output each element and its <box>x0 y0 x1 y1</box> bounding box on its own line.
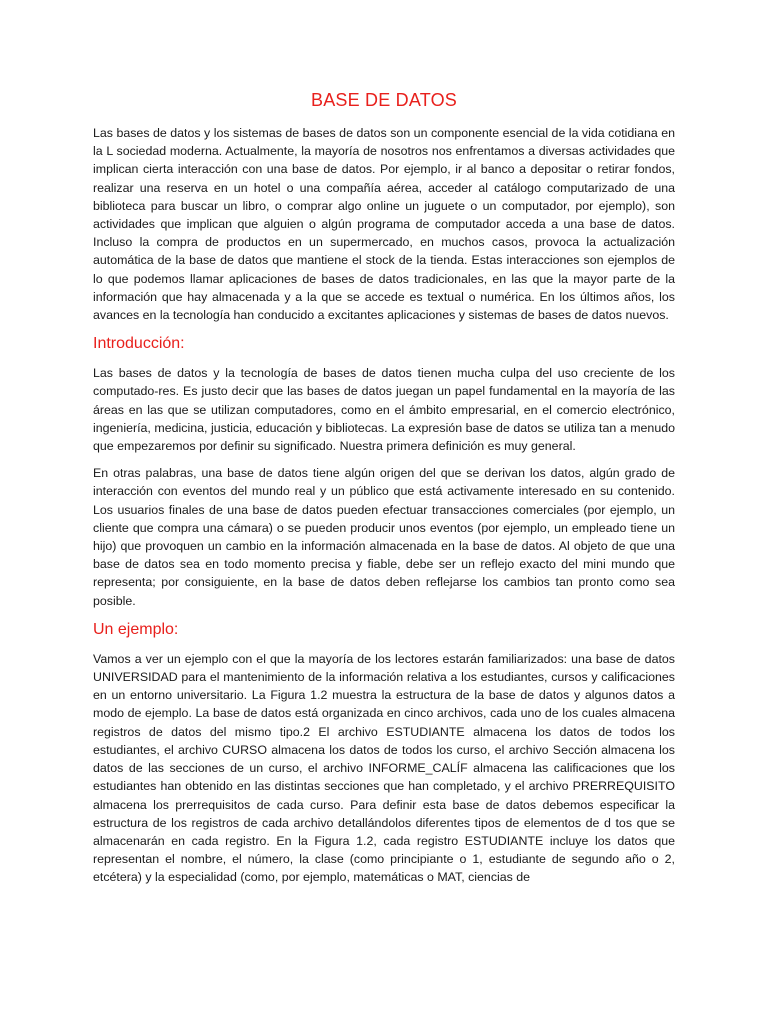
document-title: BASE DE DATOS <box>311 90 457 110</box>
section-heading-un-ejemplo: Un ejemplo: <box>93 620 179 638</box>
intro-paragraph: Las bases de datos y los sistemas de bases de datos son un componente esencial de la vida cotidiana en la L sociedad moderna. Actualmente, la mayoría de nosotros nos enfrentamos a diversas actividades que implican cierta interacción con una base de datos. Por ejemplo, ir al banco a depositar o retirar fondos, realizar una reserva en un hotel o una compañía aérea, acceder al catálogo computarizado de una biblioteca para buscar un libro, o comprar algo online un juguete o un computador, por ejemplo), son actividades que implican que alguien o algún programa de computador acceda a una base de datos. Incluso la compra de productos en un supermercado, en muchos casos, provoca la actualización automática de la base de datos que mantiene el stock de la tienda. Estas interacciones son ejemplos de lo que podemos llamar aplicaciones de bases de datos tradicionales, en las que la mayor parte de la información que hay almacenada y a la que se accede es textual o numérica. En los últimos años, los avances en la tecnología han conducido a excitantes aplicaciones y sistemas de bases de datos nuevos. <box>93 126 675 323</box>
section-heading-introduccion: Introducción: <box>93 335 185 353</box>
introduccion-paragraph-1: Las bases de datos y la tecnología de bases de datos tienen mucha culpa del uso creciente de los computado-res. Es justo decir que las bases de datos juegan un papel fundamental en la mayoría de las áreas en las que se utilizan computadores, como en el ámbito empresarial, en el comercio electrónico, ingeniería, medicina, justicia, educación y bibliotecas. La expresión base de datos se utiliza tan a menudo que empezaremos por definir su significado. Nuestra primera definición es muy general. <box>93 366 675 454</box>
introduccion-paragraph-2: En otras palabras, una base de datos tiene algún origen del que se derivan los datos, algún grado de interacción con eventos del mundo real y un público que está activamente interesado en su contenido. Los usuarios finales de una base de datos pueden efectuar transacciones comerciales (por ejemplo, un cliente que compra una cámara) o se pueden producir unos eventos (por ejemplo, un empleado tiene un hijo) que provoquen un cambio en la información almacenada en la base de datos. Al objeto de que una base de datos sea en todo momento precisa y fiable, debe ser un reflejo exacto del mini mundo que representa; por consiguiente, en la base de datos deben reflejarse los cambios tan pronto como sea posible. <box>93 466 675 608</box>
un-ejemplo-paragraph-1: Vamos a ver un ejemplo con el que la mayoría de los lectores estarán familiarizados: una base de datos UNIVERSIDAD para el mantenimiento de la información relativa a los estudiantes, cursos y calificaciones en un entorno universitario. La Figura 1.2 muestra la estructura de la base de datos y algunos datos a modo de ejemplo. La base de datos está organizada en cinco archivos, cada uno de los cuales almacena registros de datos del mismo tipo.2 El archivo ESTUDIANTE almacena los datos de todos los estudiantes, el archivo CURSO almacena los datos de todos los curso, el archivo Sección almacena los datos de las secciones de un curso, el archivo INFORME_CALÍF almacena las calificaciones que los estudiantes han obtenido en las distintas secciones que han completado, y el archivo PRERREQUISITO almacena los prerrequisitos de cada curso. Para definir esta base de datos debemos especificar la estructura de los registros de cada archivo detallándolos diferentes tipos de elementos de d tos que se almacenarán en cada registro. En la Figura 1.2, cada registro ESTUDIANTE incluye los datos que representan el nombre, el número, la clase (como principiante o 1, estudiante de segundo año o 2, etcétera) y la especialidad (como, por ejemplo, matemáticas o MAT, ciencias de <box>93 651 675 885</box>
